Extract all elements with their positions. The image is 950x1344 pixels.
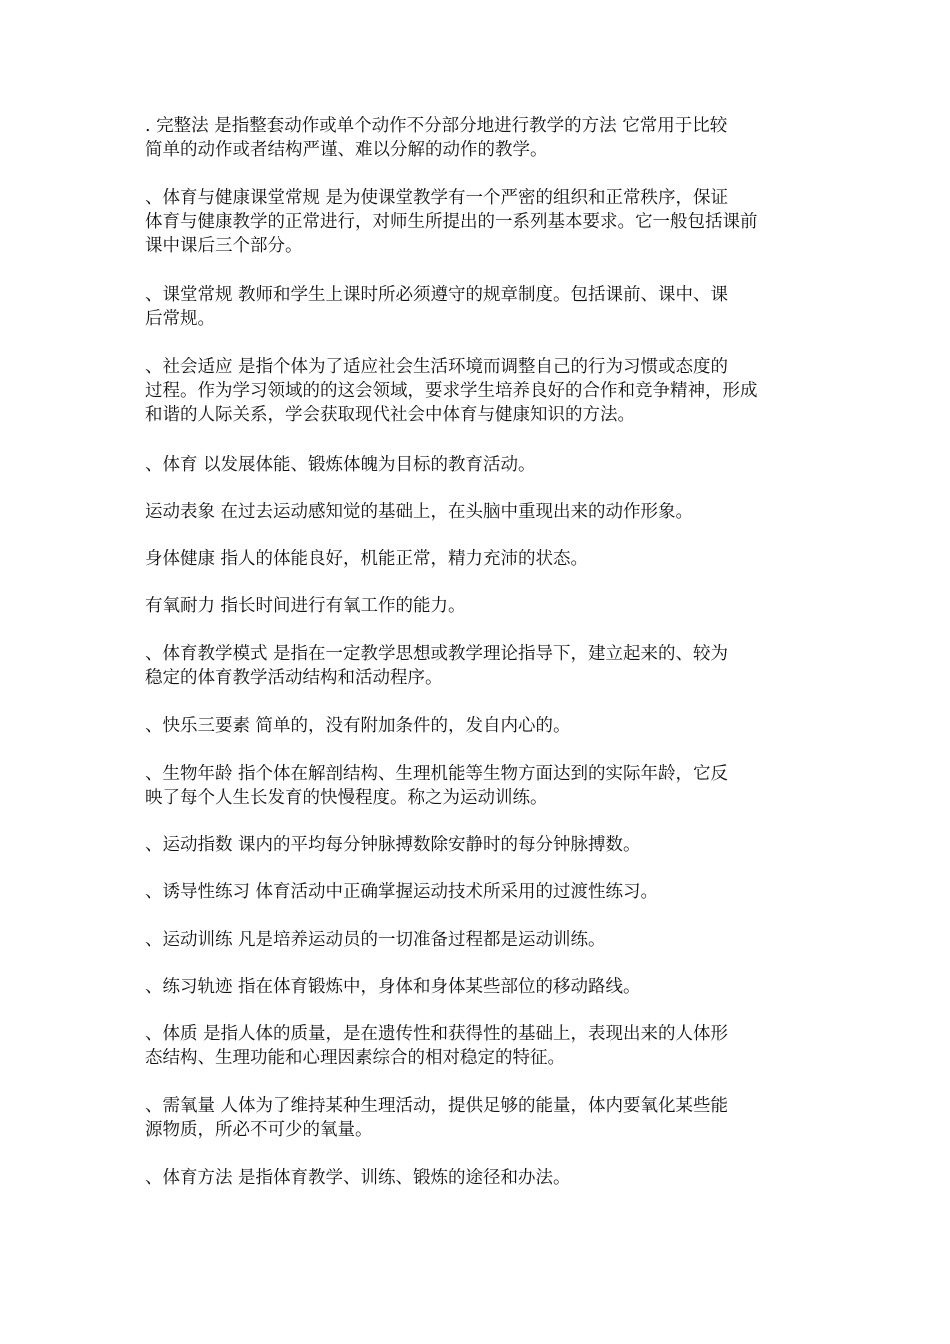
text-line: 后常规。 [145, 309, 215, 329]
text-line: 有氧耐力 指长时间进行有氧工作的能力。 [145, 596, 466, 616]
text-line: 、练习轨迹 指在体育锻炼中，身体和身体某些部位的移动路线。 [145, 977, 641, 997]
text-line: 态结构、生理功能和心理因素综合的相对稳定的特征。 [145, 1048, 565, 1068]
text-line: 、体育 以发展体能、锻炼体魄为目标的教育活动。 [145, 455, 536, 475]
paragraph [145, 453, 810, 477]
paragraph [145, 114, 810, 162]
text-line: 稳定的体育教学活动结构和活动程序。 [145, 668, 443, 688]
text-line: 、社会适应 是指个体为了适应社会生活环境而调整自己的行为习惯或态度的 [145, 357, 729, 377]
text-line: 、运动指数 课内的平均每分钟脉搏数除安静时的每分钟脉搏数。 [145, 835, 641, 855]
text-line: 、体育教学模式 是指在一定教学思想或教学理论指导下，建立起来的、较为 [145, 644, 729, 664]
text-line: 简单的动作或者结构严谨、难以分解的动作的教学。 [145, 140, 548, 160]
paragraph [145, 594, 810, 618]
text-line: 过程。作为学习领域的的这会领域，要求学生培养良好的合作和竞争精神，形成 [145, 381, 758, 401]
text-line: 、体质 是指人体的质量，是在遗传性和获得性的基础上，表现出来的人体形 [145, 1024, 729, 1044]
paragraph [145, 762, 810, 810]
text-line: 、课堂常规 教师和学生上课时所必须遵守的规章制度。包括课前、课中、课 [145, 285, 729, 305]
text-line: 、体育与健康课堂常规 是为使课堂教学有一个严密的组织和正常秩序，保证 [145, 188, 729, 208]
paragraph [145, 928, 810, 952]
paragraph [145, 283, 810, 331]
paragraph [145, 714, 810, 738]
text-line: 体育与健康教学的正常进行，对师生所提出的一系列基本要求。它一般包括课前 [145, 212, 758, 232]
text-line: 、运动训练 凡是培养运动员的一切准备过程都是运动训练。 [145, 930, 606, 950]
text-line: 、体育方法 是指体育教学、训练、锻炼的途径和办法。 [145, 1168, 571, 1188]
paragraph [145, 500, 810, 524]
text-line: 身体健康 指人的体能良好，机能正常，精力充沛的状态。 [145, 549, 589, 569]
text-line: 、需氧量 人体为了维持某种生理活动，提供足够的能量，体内要氧化某些能 [145, 1096, 729, 1116]
text-line: 运动表象 在过去运动感知觉的基础上，在头脑中重现出来的动作形象。 [145, 502, 694, 522]
paragraph [145, 1022, 810, 1070]
paragraph [145, 833, 810, 857]
text-line: 映了每个人生长发育的快慢程度。称之为运动训练。 [145, 788, 548, 808]
text-line: 课中课后三个部分。 [145, 236, 303, 256]
text-line: 源物质，所必不可少的氧量。 [145, 1120, 373, 1140]
paragraph [145, 642, 810, 690]
paragraph [145, 1094, 810, 1142]
text-line: . 完整法 是指整套动作或单个动作不分部分地进行教学的方法 它常用于比较 [145, 116, 728, 136]
text-line: 和谐的人际关系，学会获取现代社会中体育与健康知识的方法。 [145, 405, 635, 425]
paragraph [145, 880, 810, 904]
paragraph [145, 186, 810, 258]
text-line: 、生物年龄 指个体在解剖结构、生理机能等生物方面达到的实际年龄，它反 [145, 764, 729, 784]
paragraph [145, 1166, 810, 1190]
paragraph [145, 547, 810, 571]
paragraph [145, 975, 810, 999]
text-line: 、诱导性练习 体育活动中正确掌握运动技术所采用的过渡性练习。 [145, 882, 659, 902]
text-line: 、快乐三要素 简单的，没有附加条件的，发自内心的。 [145, 716, 571, 736]
paragraph [145, 355, 810, 427]
